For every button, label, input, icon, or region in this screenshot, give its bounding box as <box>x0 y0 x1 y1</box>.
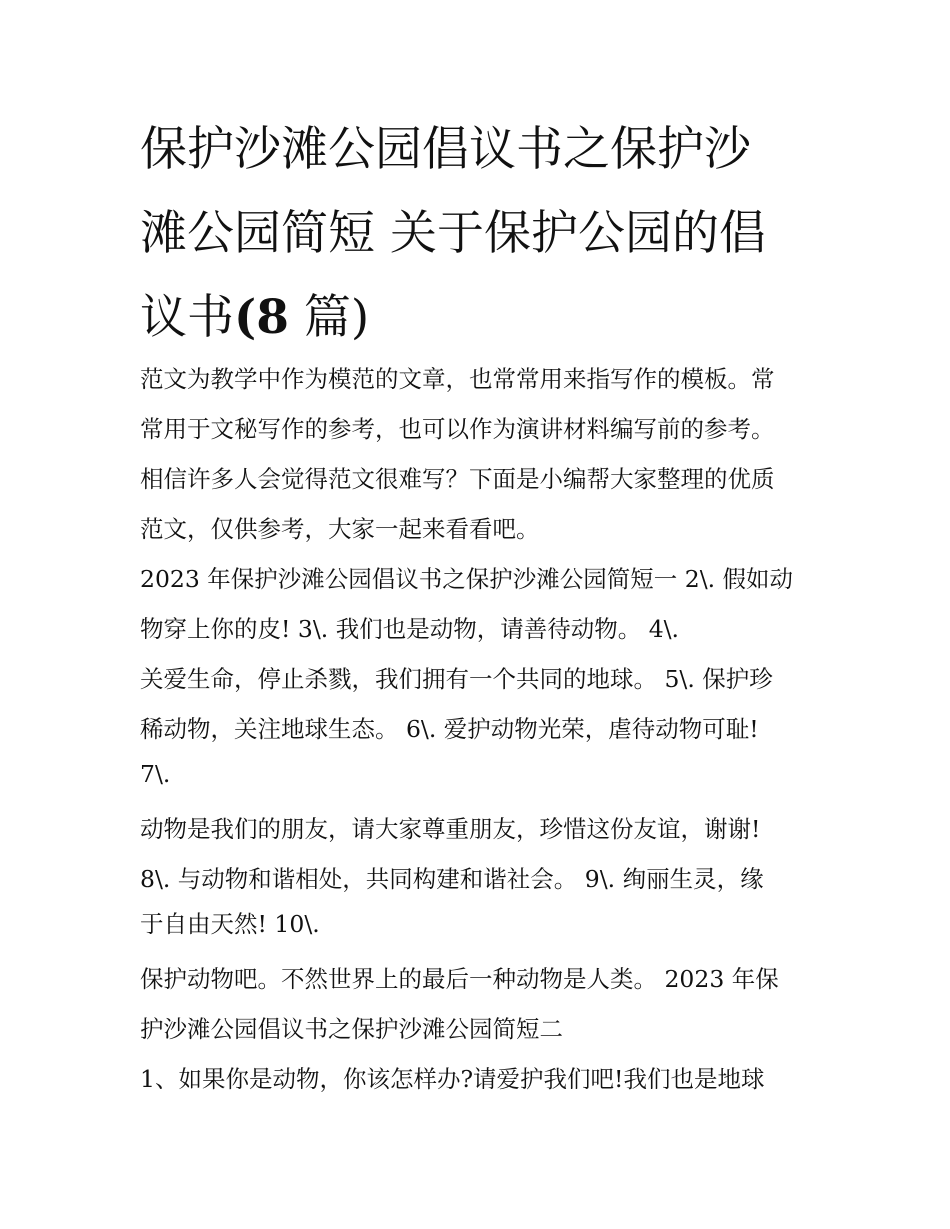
title-line-3-prefix: 议书 <box>140 290 234 345</box>
paragraph-1 <box>140 554 840 654</box>
paragraph-2 <box>140 654 840 794</box>
spacer <box>140 944 840 954</box>
paragraph-line: 8\. 与动物和谐相处，共同构建和谐社会。 9\. 绚丽生灵，缘 <box>140 865 764 893</box>
paragraph-line: 保护动物吧。不然世界上的最后一种动物是人类。 2023 年保 <box>140 965 779 993</box>
paragraph-line: 2023 年保护沙滩公园倡议书之保护沙滩公园简短一 2\. 假如动 <box>140 565 794 593</box>
paragraph-line: 物穿上你的皮! 3\. 我们也是动物，请善待动物。 4\. <box>140 615 680 643</box>
title-line-3 <box>140 276 840 360</box>
title-line-3-count: (8 <box>234 290 289 345</box>
paragraph-line: 关爱生命，停止杀戮，我们拥有一个共同的地球。 5\. 保护珍 <box>140 665 773 693</box>
document-title <box>140 108 840 360</box>
document-body <box>140 354 840 1104</box>
spacer <box>140 794 840 804</box>
paragraph-line: 动物是我们的朋友，请大家尊重朋友，珍惜这份友谊，谢谢! <box>140 815 761 843</box>
title-line-3-unit: 篇) <box>288 290 370 345</box>
paragraph-line: 7\. <box>140 760 171 788</box>
intro-line: 范文，仅供参考，大家一起来看看吧。 <box>140 515 540 543</box>
paragraph-line: 1、如果你是动物，你该怎样办?请爱护我们吧!我们也是地球 <box>140 1065 765 1093</box>
paragraph-3 <box>140 804 840 944</box>
intro-paragraph <box>140 354 840 554</box>
paragraph-line: 稀动物，关注地球生态。 6\. 爱护动物光荣，虐待动物可耻! <box>140 715 759 743</box>
title-line-2: 滩公园简短 关于保护公园的倡 <box>140 206 766 261</box>
title-line-1: 保护沙滩公园倡议书之保护沙 <box>140 122 751 177</box>
paragraph-5 <box>140 1054 840 1104</box>
paragraph-line: 于自由天然! 10\. <box>140 910 320 938</box>
paragraph-line: 护沙滩公园倡议书之保护沙滩公园简短二 <box>140 1015 563 1043</box>
intro-line: 相信许多人会觉得范文很难写？下面是小编帮大家整理的优质 <box>140 465 775 493</box>
paragraph-4 <box>140 954 840 1054</box>
intro-line: 范文为教学中作为模范的文章，也常常用来指写作的模板。常 <box>140 365 775 393</box>
intro-line: 常用于文秘写作的参考，也可以作为演讲材料编写前的参考。 <box>140 415 775 443</box>
